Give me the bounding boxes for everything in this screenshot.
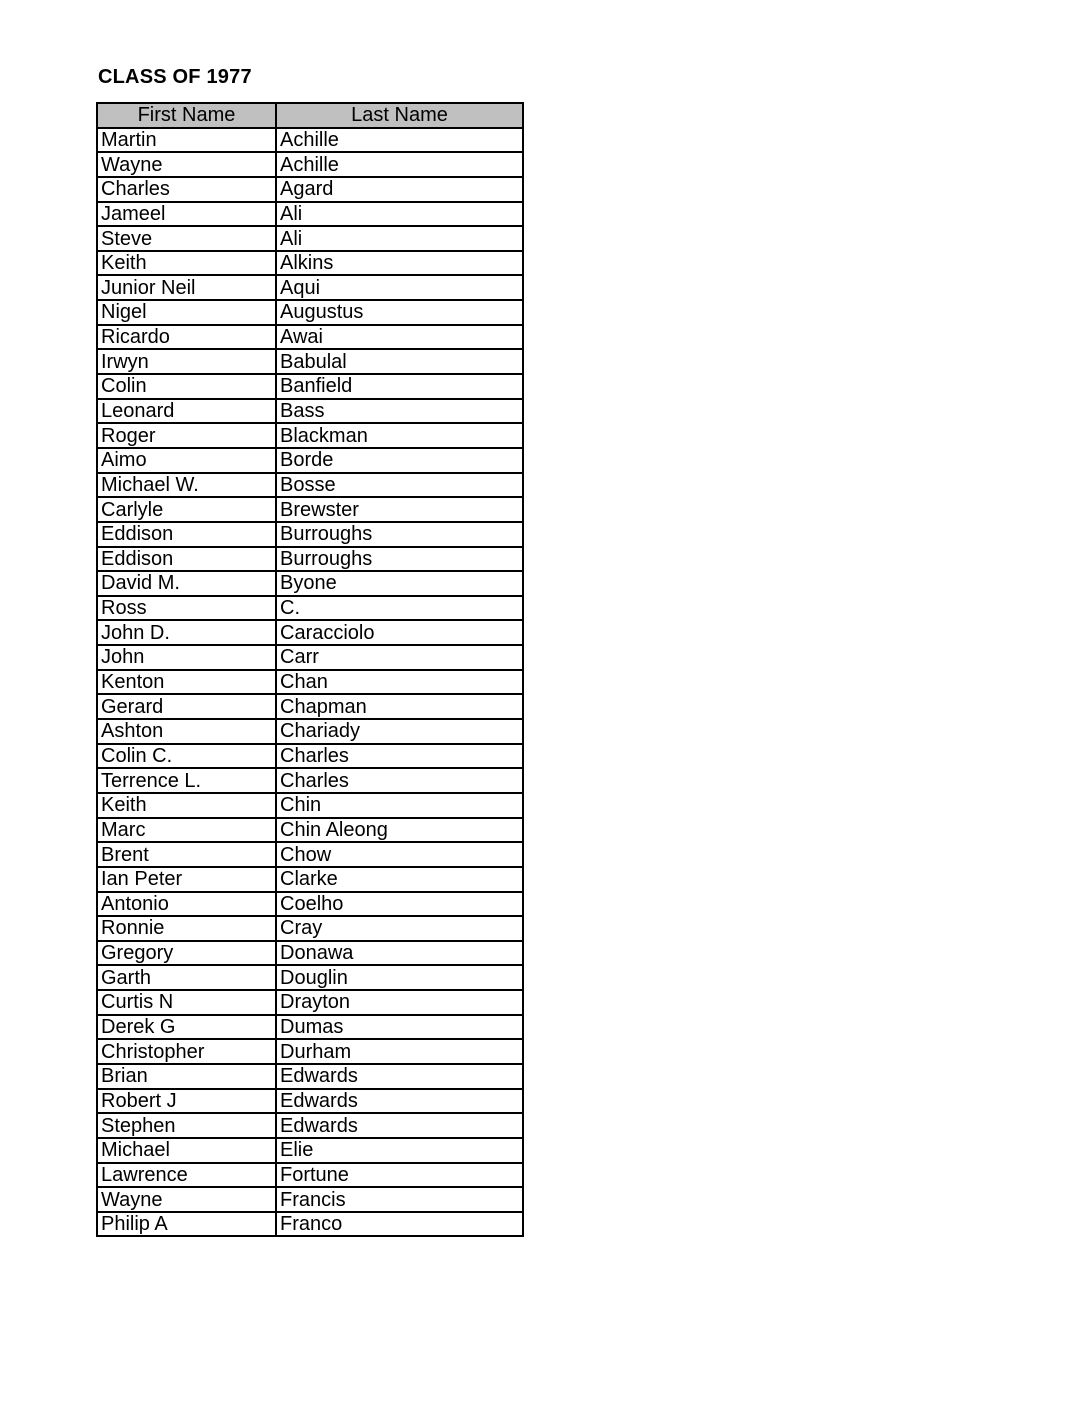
first-name-cell: Wayne xyxy=(97,1187,276,1212)
first-name-cell: Steve xyxy=(97,226,276,251)
last-name-cell: Donawa xyxy=(276,941,523,966)
first-name-cell: Brian xyxy=(97,1064,276,1089)
first-name-cell: Curtis N xyxy=(97,990,276,1015)
first-name-cell: Ross xyxy=(97,596,276,621)
first-name-cell: John D. xyxy=(97,620,276,645)
table-row xyxy=(97,1163,523,1188)
table-row xyxy=(97,300,523,325)
table-row xyxy=(97,1089,523,1114)
table-row xyxy=(97,399,523,424)
table-header-row xyxy=(97,103,523,128)
last-name-cell: Aqui xyxy=(276,275,523,300)
last-name-cell: Chow xyxy=(276,842,523,867)
table-row xyxy=(97,571,523,596)
table-row xyxy=(97,965,523,990)
table-row xyxy=(97,374,523,399)
last-name-cell: Franco xyxy=(276,1212,523,1237)
table-row xyxy=(97,719,523,744)
first-name-cell: Aimo xyxy=(97,448,276,473)
first-name-cell: Keith xyxy=(97,251,276,276)
last-name-cell: Francis xyxy=(276,1187,523,1212)
table-body xyxy=(97,128,523,1237)
first-name-cell: Gregory xyxy=(97,941,276,966)
last-name-cell: Charles xyxy=(276,744,523,769)
table-row xyxy=(97,226,523,251)
first-name-cell: Eddison xyxy=(97,522,276,547)
last-name-cell: Charles xyxy=(276,768,523,793)
table-row xyxy=(97,1064,523,1089)
last-name-cell: Burroughs xyxy=(276,522,523,547)
first-name-cell: Christopher xyxy=(97,1039,276,1064)
table-row xyxy=(97,547,523,572)
table-row xyxy=(97,448,523,473)
last-name-cell: Burroughs xyxy=(276,547,523,572)
last-name-cell: Banfield xyxy=(276,374,523,399)
first-name-cell: Colin C. xyxy=(97,744,276,769)
first-name-cell: Robert J xyxy=(97,1089,276,1114)
table-row xyxy=(97,892,523,917)
last-name-cell: Durham xyxy=(276,1039,523,1064)
page-title: CLASS OF 1977 xyxy=(98,66,252,88)
first-name-cell: Roger xyxy=(97,423,276,448)
first-name-cell: Kenton xyxy=(97,670,276,695)
first-name-cell: Carlyle xyxy=(97,497,276,522)
first-name-cell: Derek G xyxy=(97,1015,276,1040)
table-row xyxy=(97,202,523,227)
table-row xyxy=(97,1187,523,1212)
last-name-cell: Clarke xyxy=(276,867,523,892)
table-row xyxy=(97,349,523,374)
first-name-cell: Ian Peter xyxy=(97,867,276,892)
last-name-cell: Bosse xyxy=(276,473,523,498)
last-name-cell: Coelho xyxy=(276,892,523,917)
table-row xyxy=(97,152,523,177)
last-name-cell: Chan xyxy=(276,670,523,695)
last-name-cell: Agard xyxy=(276,177,523,202)
first-name-cell: Eddison xyxy=(97,547,276,572)
first-name-cell: Michael W. xyxy=(97,473,276,498)
table-row xyxy=(97,1113,523,1138)
table-row xyxy=(97,990,523,1015)
table-row xyxy=(97,645,523,670)
table-row xyxy=(97,670,523,695)
table-row xyxy=(97,867,523,892)
last-name-cell: Caracciolo xyxy=(276,620,523,645)
last-name-cell: Borde xyxy=(276,448,523,473)
last-name-cell: Blackman xyxy=(276,423,523,448)
first-name-cell: Antonio xyxy=(97,892,276,917)
last-name-cell: Edwards xyxy=(276,1064,523,1089)
last-name-cell: Ali xyxy=(276,202,523,227)
table-row xyxy=(97,620,523,645)
first-name-cell: Junior Neil xyxy=(97,275,276,300)
last-name-cell: Chapman xyxy=(276,694,523,719)
table-row xyxy=(97,916,523,941)
first-name-cell: Michael xyxy=(97,1138,276,1163)
first-name-cell: Keith xyxy=(97,793,276,818)
table-row xyxy=(97,818,523,843)
last-name-cell: Alkins xyxy=(276,251,523,276)
last-name-cell: Edwards xyxy=(276,1089,523,1114)
last-name-header: Last Name xyxy=(276,103,523,128)
first-name-cell: Nigel xyxy=(97,300,276,325)
first-name-cell: Philip A xyxy=(97,1212,276,1237)
first-name-cell: Gerard xyxy=(97,694,276,719)
last-name-cell: Bass xyxy=(276,399,523,424)
last-name-cell: Brewster xyxy=(276,497,523,522)
last-name-cell: Achille xyxy=(276,152,523,177)
last-name-cell: Douglin xyxy=(276,965,523,990)
first-name-cell: Terrence L. xyxy=(97,768,276,793)
table-row xyxy=(97,842,523,867)
last-name-cell: Byone xyxy=(276,571,523,596)
last-name-cell: Ali xyxy=(276,226,523,251)
table-row xyxy=(97,1212,523,1237)
last-name-cell: Carr xyxy=(276,645,523,670)
table-row xyxy=(97,1015,523,1040)
first-name-cell: Wayne xyxy=(97,152,276,177)
last-name-cell: Awai xyxy=(276,325,523,350)
last-name-cell: Chin Aleong xyxy=(276,818,523,843)
last-name-cell: Edwards xyxy=(276,1113,523,1138)
table-row xyxy=(97,1138,523,1163)
first-name-cell: John xyxy=(97,645,276,670)
table-row xyxy=(97,473,523,498)
table-row xyxy=(97,768,523,793)
first-name-cell: Ricardo xyxy=(97,325,276,350)
first-name-cell: Ronnie xyxy=(97,916,276,941)
table-row xyxy=(97,1039,523,1064)
table-row xyxy=(97,275,523,300)
last-name-cell: Elie xyxy=(276,1138,523,1163)
first-name-header: First Name xyxy=(97,103,276,128)
table-row xyxy=(97,497,523,522)
first-name-cell: Marc xyxy=(97,818,276,843)
last-name-cell: Fortune xyxy=(276,1163,523,1188)
table-row xyxy=(97,325,523,350)
last-name-cell: C. xyxy=(276,596,523,621)
table-row xyxy=(97,423,523,448)
first-name-cell: Irwyn xyxy=(97,349,276,374)
table-row xyxy=(97,177,523,202)
table-row xyxy=(97,744,523,769)
table-row xyxy=(97,596,523,621)
first-name-cell: David M. xyxy=(97,571,276,596)
last-name-cell: Dumas xyxy=(276,1015,523,1040)
first-name-cell: Jameel xyxy=(97,202,276,227)
last-name-cell: Cray xyxy=(276,916,523,941)
table-row xyxy=(97,251,523,276)
table-row xyxy=(97,522,523,547)
last-name-cell: Chariady xyxy=(276,719,523,744)
first-name-cell: Martin xyxy=(97,128,276,153)
last-name-cell: Chin xyxy=(276,793,523,818)
first-name-cell: Leonard xyxy=(97,399,276,424)
first-name-cell: Charles xyxy=(97,177,276,202)
last-name-cell: Babulal xyxy=(276,349,523,374)
table-row xyxy=(97,941,523,966)
first-name-cell: Brent xyxy=(97,842,276,867)
class-roster-table xyxy=(96,102,524,1237)
table-row xyxy=(97,793,523,818)
table-row xyxy=(97,694,523,719)
last-name-cell: Drayton xyxy=(276,990,523,1015)
table-row xyxy=(97,128,523,153)
first-name-cell: Ashton xyxy=(97,719,276,744)
first-name-cell: Colin xyxy=(97,374,276,399)
last-name-cell: Augustus xyxy=(276,300,523,325)
first-name-cell: Lawrence xyxy=(97,1163,276,1188)
first-name-cell: Garth xyxy=(97,965,276,990)
first-name-cell: Stephen xyxy=(97,1113,276,1138)
last-name-cell: Achille xyxy=(276,128,523,153)
